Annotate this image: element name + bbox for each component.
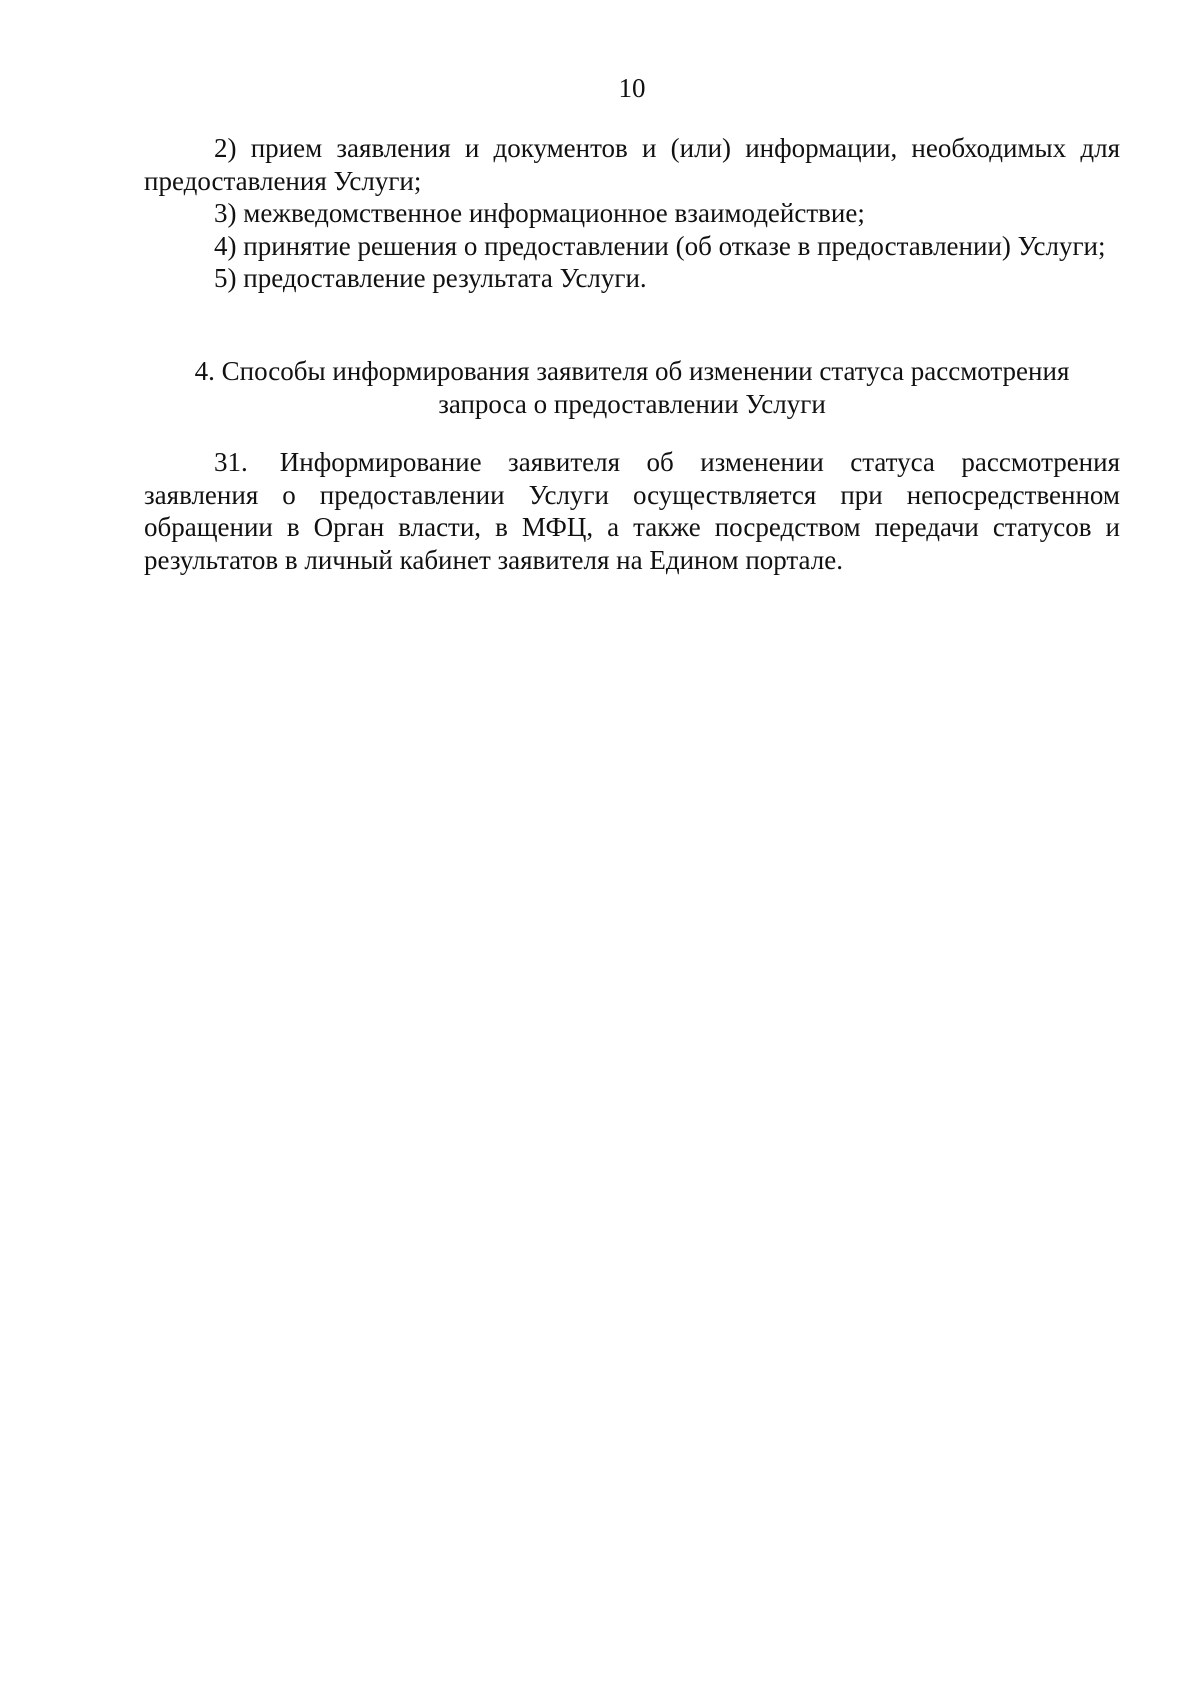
list-item: 3) межведомственное информационное взаимодействие;	[214, 198, 865, 228]
paragraph-number: 31.	[214, 447, 248, 477]
list-item: 5) предоставление результата Услуги.	[214, 263, 647, 293]
list-item: 2) прием заявления и документов и (или) информации, необходимых для предоставления Услуги;	[144, 133, 1120, 196]
section-heading-line-2: запроса о предоставлении Услуги	[438, 388, 826, 419]
paragraph-31	[144, 446, 1120, 576]
section-heading-line-1: 4. Способы информирования заявителя об изменении статуса рассмотрения	[194, 356, 1070, 386]
procedure-list	[144, 132, 1120, 295]
paragraph-text: Информирование заявителя об изменении статуса рассмотрения заявления о предоставлении Услуги осуществляется при непосредственном обращении в Орган власти, в МФЦ, а также посредством передачи статусов и результатов в личный кабинет заявителя на Едином портале.	[144, 447, 1120, 575]
section-heading	[144, 355, 1120, 420]
list-item: 4) принятие решения о предоставлении (об отказе в предоставлении) Услуги;	[214, 230, 1106, 261]
page-number: 10	[618, 73, 646, 103]
